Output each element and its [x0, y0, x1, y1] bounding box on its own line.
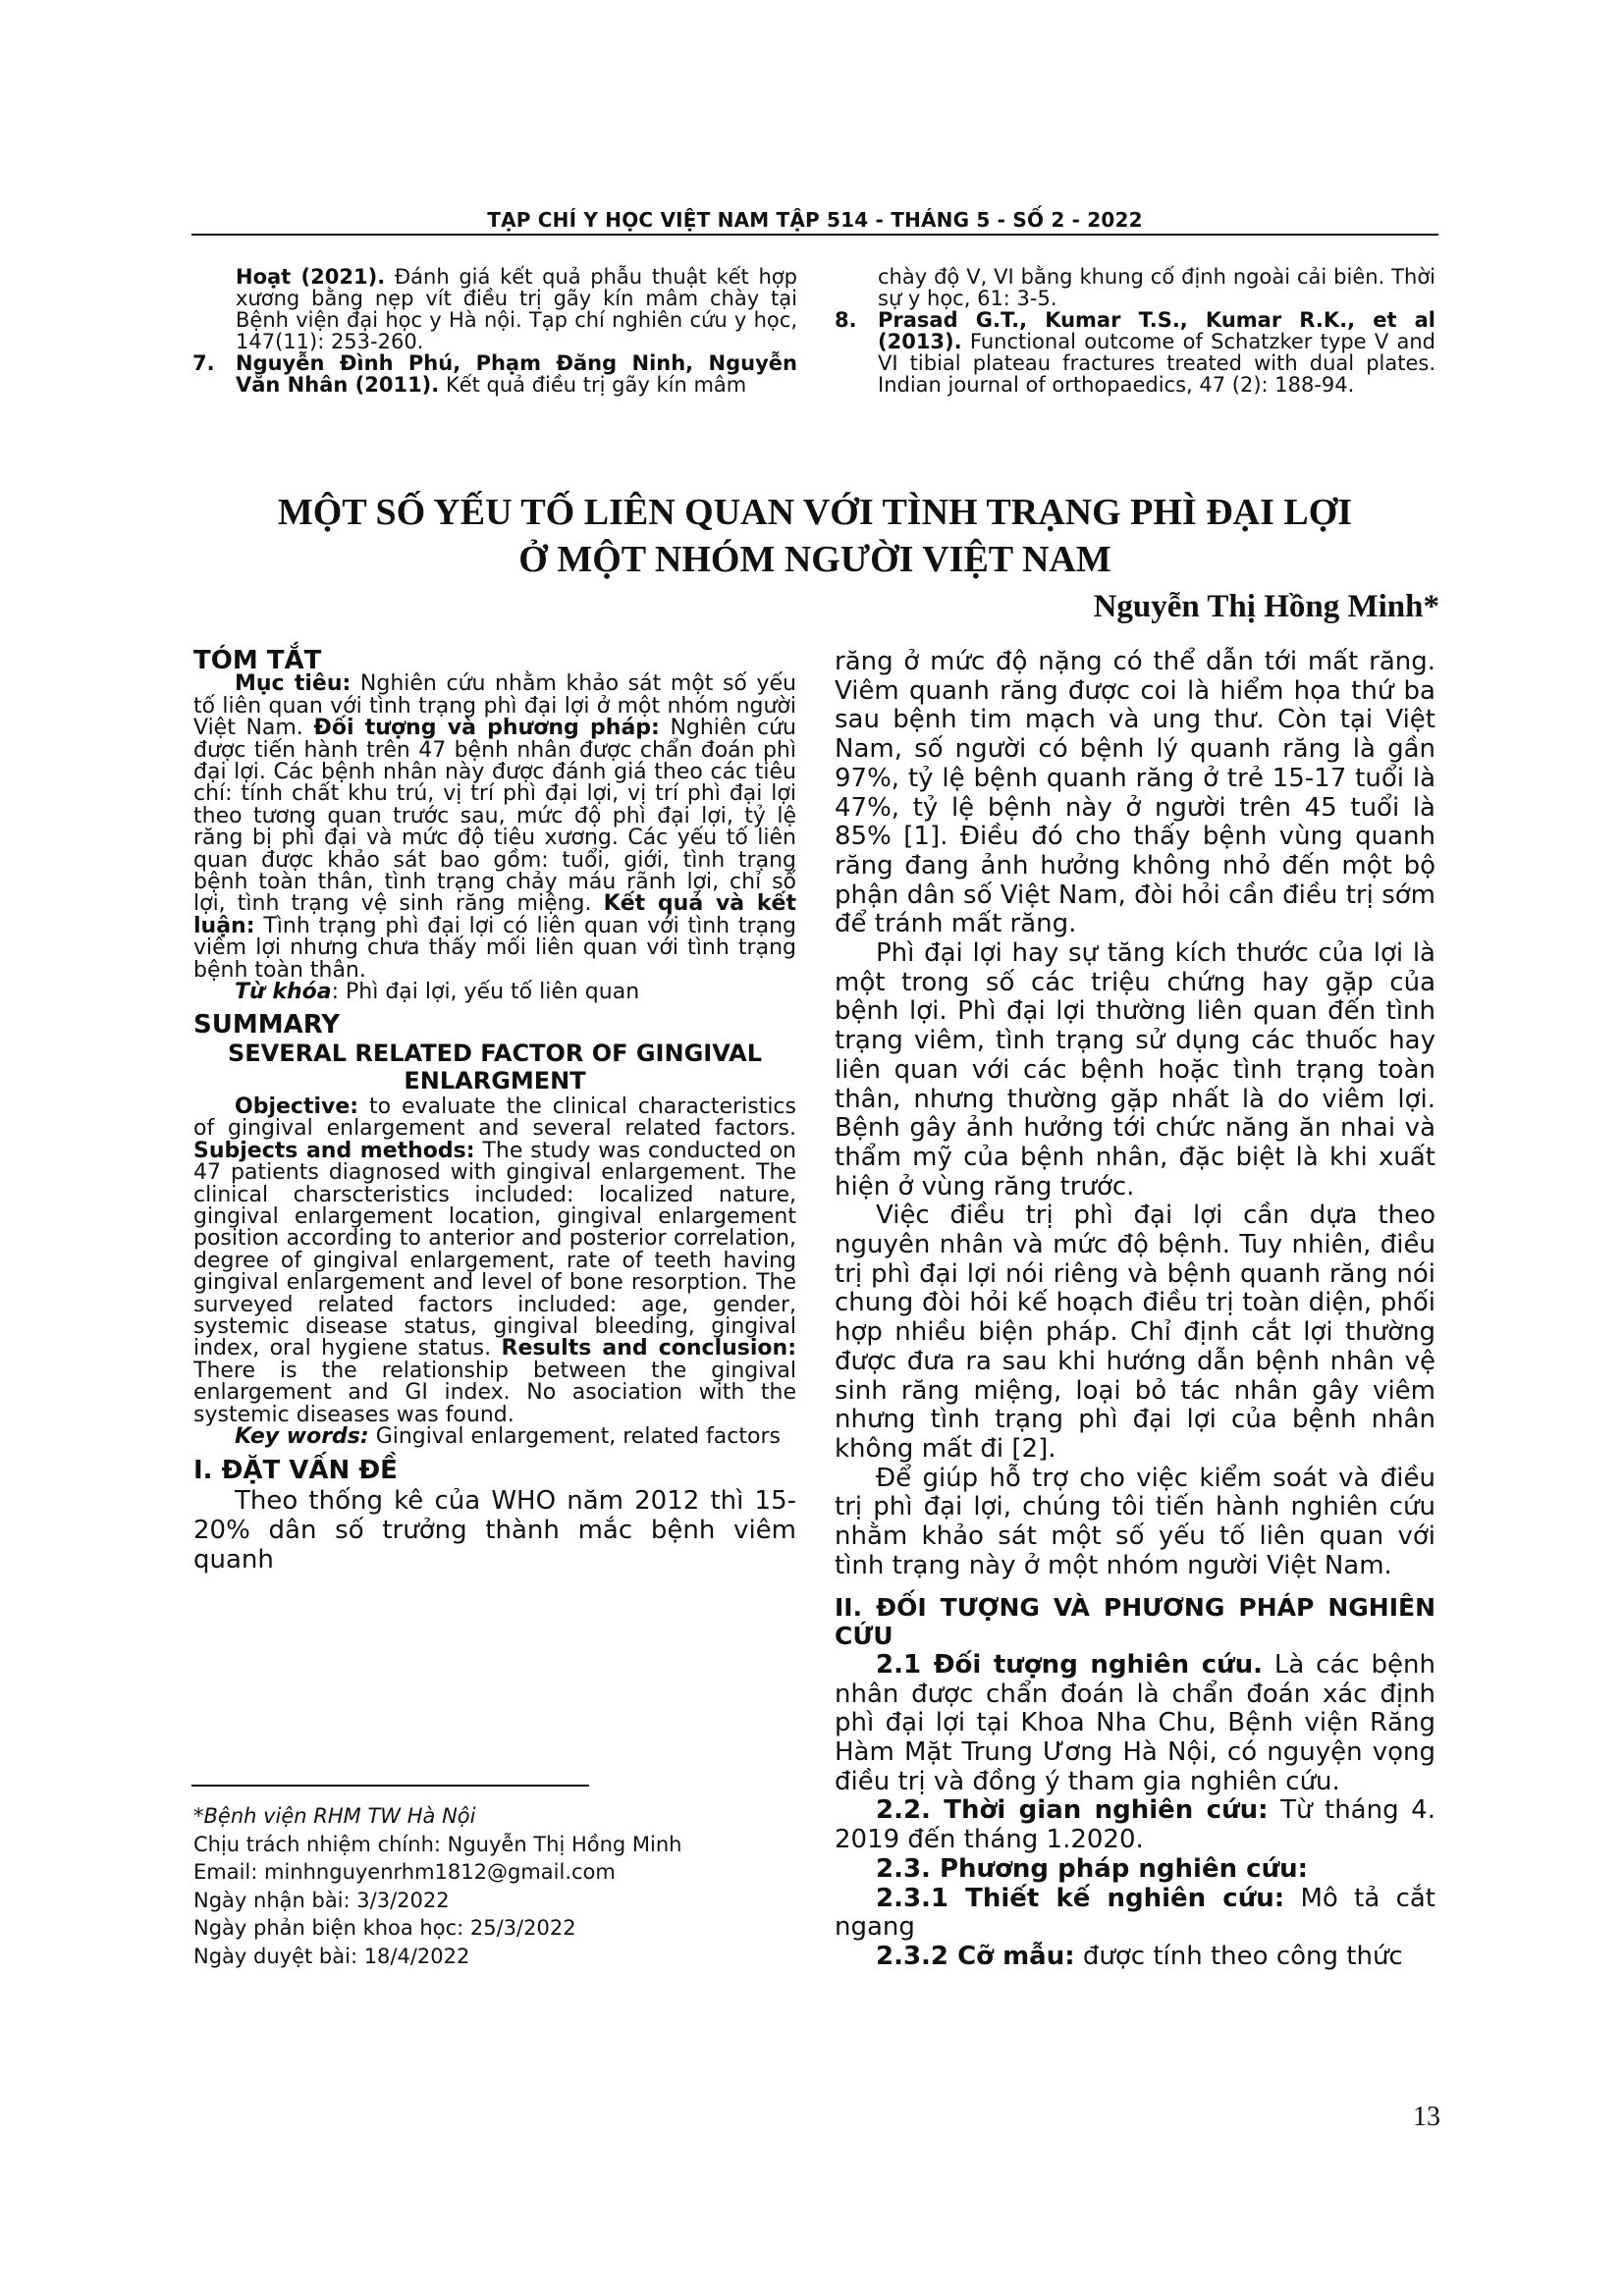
- left-column: [193, 646, 796, 1575]
- section-2-1-text: Là các bệnh nhân được chẩn đoán là chẩn đoán xác định phì đại lợi tại Khoa Nha Chu, Bệnh viện Răng Hàm Mặt Trung Ương Hà Nội, có nguyện vọng điều trị và đồng ý tham gia nghiên cứu.: [835, 1649, 1435, 1796]
- results-text-vi: Tình trạng phì đại lợi có liên quan với tình trạng viêm lợi nhưng chưa thấy mối liên quan với tình trạng bệnh toàn thân.: [193, 913, 796, 983]
- page-number: 13: [1413, 2102, 1440, 2132]
- footnote-affiliation: *Bệnh viện RHM TW Hà Nội: [193, 1804, 476, 1828]
- reference-6-continued: [236, 266, 797, 352]
- summary-title-line-1: SEVERAL RELATED FACTOR OF GINGIVAL: [227, 1039, 763, 1067]
- reference-7-continued: [835, 266, 1435, 309]
- methods-label-vi: Đối tượng và phương pháp:: [313, 716, 660, 741]
- header-rule: [191, 234, 1438, 236]
- reference-7-authors: Nguyễn Đình Phú, Phạm Đăng Ninh, Nguyễn Văn Nhân (2011).: [236, 351, 797, 397]
- section-2-2-label: 2.2. Thời gian nghiên cứu:: [876, 1795, 1269, 1826]
- abstract-vi-heading: TÓM TẮT: [193, 646, 322, 675]
- keywords-text-vi: : Phì đại lợi, yếu tố liên quan: [331, 980, 640, 1005]
- reference-8-number: 8.: [835, 308, 857, 332]
- section-2-1: [835, 1651, 1435, 1797]
- reference-8: [835, 309, 1435, 396]
- section-1-paragraph-1-continued: răng ở mức độ nặng có thể dẫn tới mất răng. Viêm quanh răng được coi là hiểm họa thứ ba sau bệnh tim mạch và ung thư. Còn tại Việt Nam, số người có bệnh lý quanh răng là gần 97%, tỷ lệ bệnh quanh răng ở trẻ 15-17 tuổi là 47%, tỷ lệ bệnh này ở người trên 45 tuổi là 85% [1]. Điều đó cho thấy bệnh vùng quanh răng đang ảnh hưởng không nhỏ đến một bộ phận dân số Việt Nam, đòi hỏi cần điều trị sớm để tránh mất răng.: [835, 647, 1435, 939]
- section-2-1-label: 2.1 Đối tượng nghiên cứu.: [876, 1649, 1264, 1680]
- references-left: [192, 265, 797, 397]
- summary-body: [193, 1096, 796, 1426]
- reference-6-authors: Hoạt (2021).: [236, 265, 386, 289]
- objective-text-en: to evaluate the clinical characteristics of gingival enlargement and several related factors.: [193, 1094, 796, 1142]
- reference-7-text-continued: chày độ V, VI bằng khung cố định ngoài cải biên. Thời sự y học, 61: 3-5.: [878, 265, 1435, 310]
- keywords-label-vi: Từ khóa: [235, 980, 332, 1005]
- section-2-3-label: 2.3. Phương pháp nghiên cứu:: [876, 1853, 1308, 1884]
- keywords-text-en: Gingival enlargement, related factors: [368, 1424, 781, 1449]
- section-2-3-1: [835, 1885, 1435, 1943]
- section-2-heading: II. ĐỐI TƯỢNG VÀ PHƯƠNG PHÁP NGHIÊN CỨU: [835, 1592, 1435, 1651]
- summary-heading: SUMMARY: [193, 1009, 341, 1040]
- results-text-en: There is the relationship between the gingival enlargement and GI index. No asociation with the systemic diseases was found.: [193, 1358, 796, 1427]
- reference-6-text: Đánh giá kết quả phẫu thuật kết hợp xương bằng nẹp vít điều trị gãy kín mâm chày tại Bệnh viện đại học y Hà nội. Tạp chí nghiên cứu y học, 147(11): 253-260.: [236, 265, 797, 353]
- article-title: [191, 489, 1438, 583]
- summary-title: [193, 1040, 796, 1095]
- footnote-reviewed: Ngày phản biện khoa học: 25/3/2022: [193, 1916, 576, 1940]
- section-1-paragraph-2: Phì đại lợi hay sự tăng kích thước của lợi là một trong số các triệu chứng hay gặp của bệnh lợi. Phì đại lợi thường liên quan đến tình trạng viêm, tình trạng sử dụng các thuốc hay liên quan với các bệnh hoặc tình trạng toàn thân, nhưng thường gặp nhất là do viêm lợi. Bệnh gây ảnh hưởng tới chức năng ăn nhai và thẩm mỹ của bệnh nhân, đặc biệt là khi xuất hiện ở vùng răng trước.: [835, 938, 1435, 1201]
- footnote-accepted: Ngày duyệt bài: 18/4/2022: [193, 1944, 470, 1968]
- footnote-rule: [191, 1785, 589, 1787]
- reference-7-text: Kết quả điều trị gãy kín mâm: [439, 373, 747, 397]
- results-label-vi: Kết quả và kết luận:: [193, 891, 796, 938]
- methods-label-en: Subjects and methods:: [193, 1138, 475, 1163]
- section-2-3: [835, 1855, 1435, 1885]
- summary-title-line-2: ENLARGMENT: [404, 1066, 586, 1095]
- article-title-line-1: MỘT SỐ YẾU TỐ LIÊN QUAN VỚI TÌNH TRẠNG PHÌ ĐẠI LỢI: [277, 492, 1353, 533]
- reference-7-number: 7.: [192, 351, 215, 375]
- section-2-3-1-label: 2.3.1 Thiết kế nghiên cứu:: [876, 1883, 1285, 1913]
- right-column: [835, 648, 1435, 1972]
- footnote-received: Ngày nhận bài: 3/3/2022: [193, 1888, 450, 1912]
- section-2-2-text: Từ tháng 4. 2019 đến tháng 1.2020.: [835, 1795, 1435, 1855]
- author-name: Nguyễn Thị Hồng Minh*: [1093, 589, 1439, 624]
- objective-label-en: Objective:: [235, 1094, 359, 1119]
- reference-8-authors: Prasad G.T., Kumar T.S., Kumar R.K., et al (2013).: [878, 308, 1435, 353]
- section-1-paragraph-3: Việc điều trị phì đại lợi cần dựa theo nguyên nhân và mức độ bệnh. Tuy nhiên, điều trị phì đại lợi nói riêng và bệnh quanh răng nói chung đòi hỏi kế hoạch điều trị toàn diện, phối hợp nhiều biện pháp. Chỉ định cắt lợi thường được đưa ra sau khi hướng dẫn bệnh nhân vệ sinh răng miệng, loại bỏ tác nhân gây viêm nhưng tình trạng phì đại lợi của bệnh nhân không mất đi [2].: [835, 1201, 1435, 1464]
- footnote-responsible: Chịu trách nhiệm chính: Nguyễn Thị Hồng Minh: [193, 1832, 682, 1856]
- objective-label-vi: Mục tiêu:: [235, 671, 352, 697]
- footnote-email: Email: minhnguyenrhm1812@gmail.com: [193, 1860, 616, 1884]
- section-2-3-2-label: 2.3.2 Cỡ mẫu:: [876, 1941, 1075, 1971]
- section-1-paragraph-4: Để giúp hỗ trợ cho việc kiểm soát và điều trị phì đại lợi, chúng tôi tiến hành nghiên cứu nhằm khảo sát một số yếu tố liên quan với tình trạng này ở một nhóm người Việt Nam.: [835, 1463, 1435, 1580]
- methods-text-vi: Nghiên cứu được tiến hành trên 47 bệnh nhân được chẩn đoán phì đại lợi. Các bệnh nhân này được đánh giá theo các tiêu chí: tính chất khu trú, vị trí phì đại lợi, vị trí phì đại lợi theo tương quan trước sau, mức độ phì đại lợi, tỷ lệ răng bị phì đại và mức độ tiêu xương. Các yếu tố liên quan được khảo sát bao gồm: tuổi, giới, tình trạng bệnh toàn thân, tình trạng chảy máu rãnh lợi, chỉ số lợi, tình trạng vệ sinh răng miệng.: [193, 716, 796, 917]
- objective-text-vi: Nghiên cứu nhằm khảo sát một số yếu tố liên quan với tình trạng phì đại lợi ở một nhóm người Việt Nam.: [193, 671, 796, 741]
- section-2-3-2-text: được tính theo công thức: [1074, 1941, 1403, 1971]
- keywords-vi: [193, 982, 796, 1003]
- section-1-paragraph-1-start: Theo thống kê của WHO năm 2012 thì 15-20% dân số trưởng thành mắc bệnh viêm quanh: [193, 1485, 796, 1575]
- abstract-vi-body: [193, 673, 796, 982]
- section-2-3-1-text: Mô tả cắt ngang: [835, 1883, 1435, 1943]
- keywords-en: [193, 1426, 796, 1448]
- keywords-label-en: Key words:: [235, 1424, 369, 1449]
- methods-text-en: The study was conducted on 47 patients diagnosed with gingival enlargement. The clinical charscteristics included: localized nature, gingival enlargement location, gingival enlargement position according to anterior and posterior correlation, degree of gingival enlargement, rate of teeth having gingival enlargement and level of bone resorption. The surveyed related factors included: age, gender, systemic disease status, gingival bleeding, gingival index, oral hygiene status.: [193, 1138, 796, 1362]
- journal-header: TẠP CHÍ Y HỌC VIỆT NAM TẬP 514 - THÁNG 5 - SỐ 2 - 2022: [487, 208, 1143, 232]
- section-2-3-2: [835, 1943, 1435, 1972]
- reference-7: [192, 352, 797, 396]
- results-label-en: Results and conclusion:: [501, 1336, 796, 1362]
- references-right: [835, 266, 1435, 396]
- reference-8-text: Functional outcome of Schatzker type V and VI tibial plateau fractures treated with dual plates. Indian journal of orthopaedics, 47 (2): 188-94.: [878, 330, 1435, 397]
- section-1-heading: I. ĐẶT VẤN ĐỀ: [193, 1456, 398, 1486]
- article-title-line-2: Ở MỘT NHÓM NGƯỜI VIỆT NAM: [518, 539, 1111, 580]
- section-2-2: [835, 1796, 1435, 1854]
- footnotes: [193, 1802, 681, 1970]
